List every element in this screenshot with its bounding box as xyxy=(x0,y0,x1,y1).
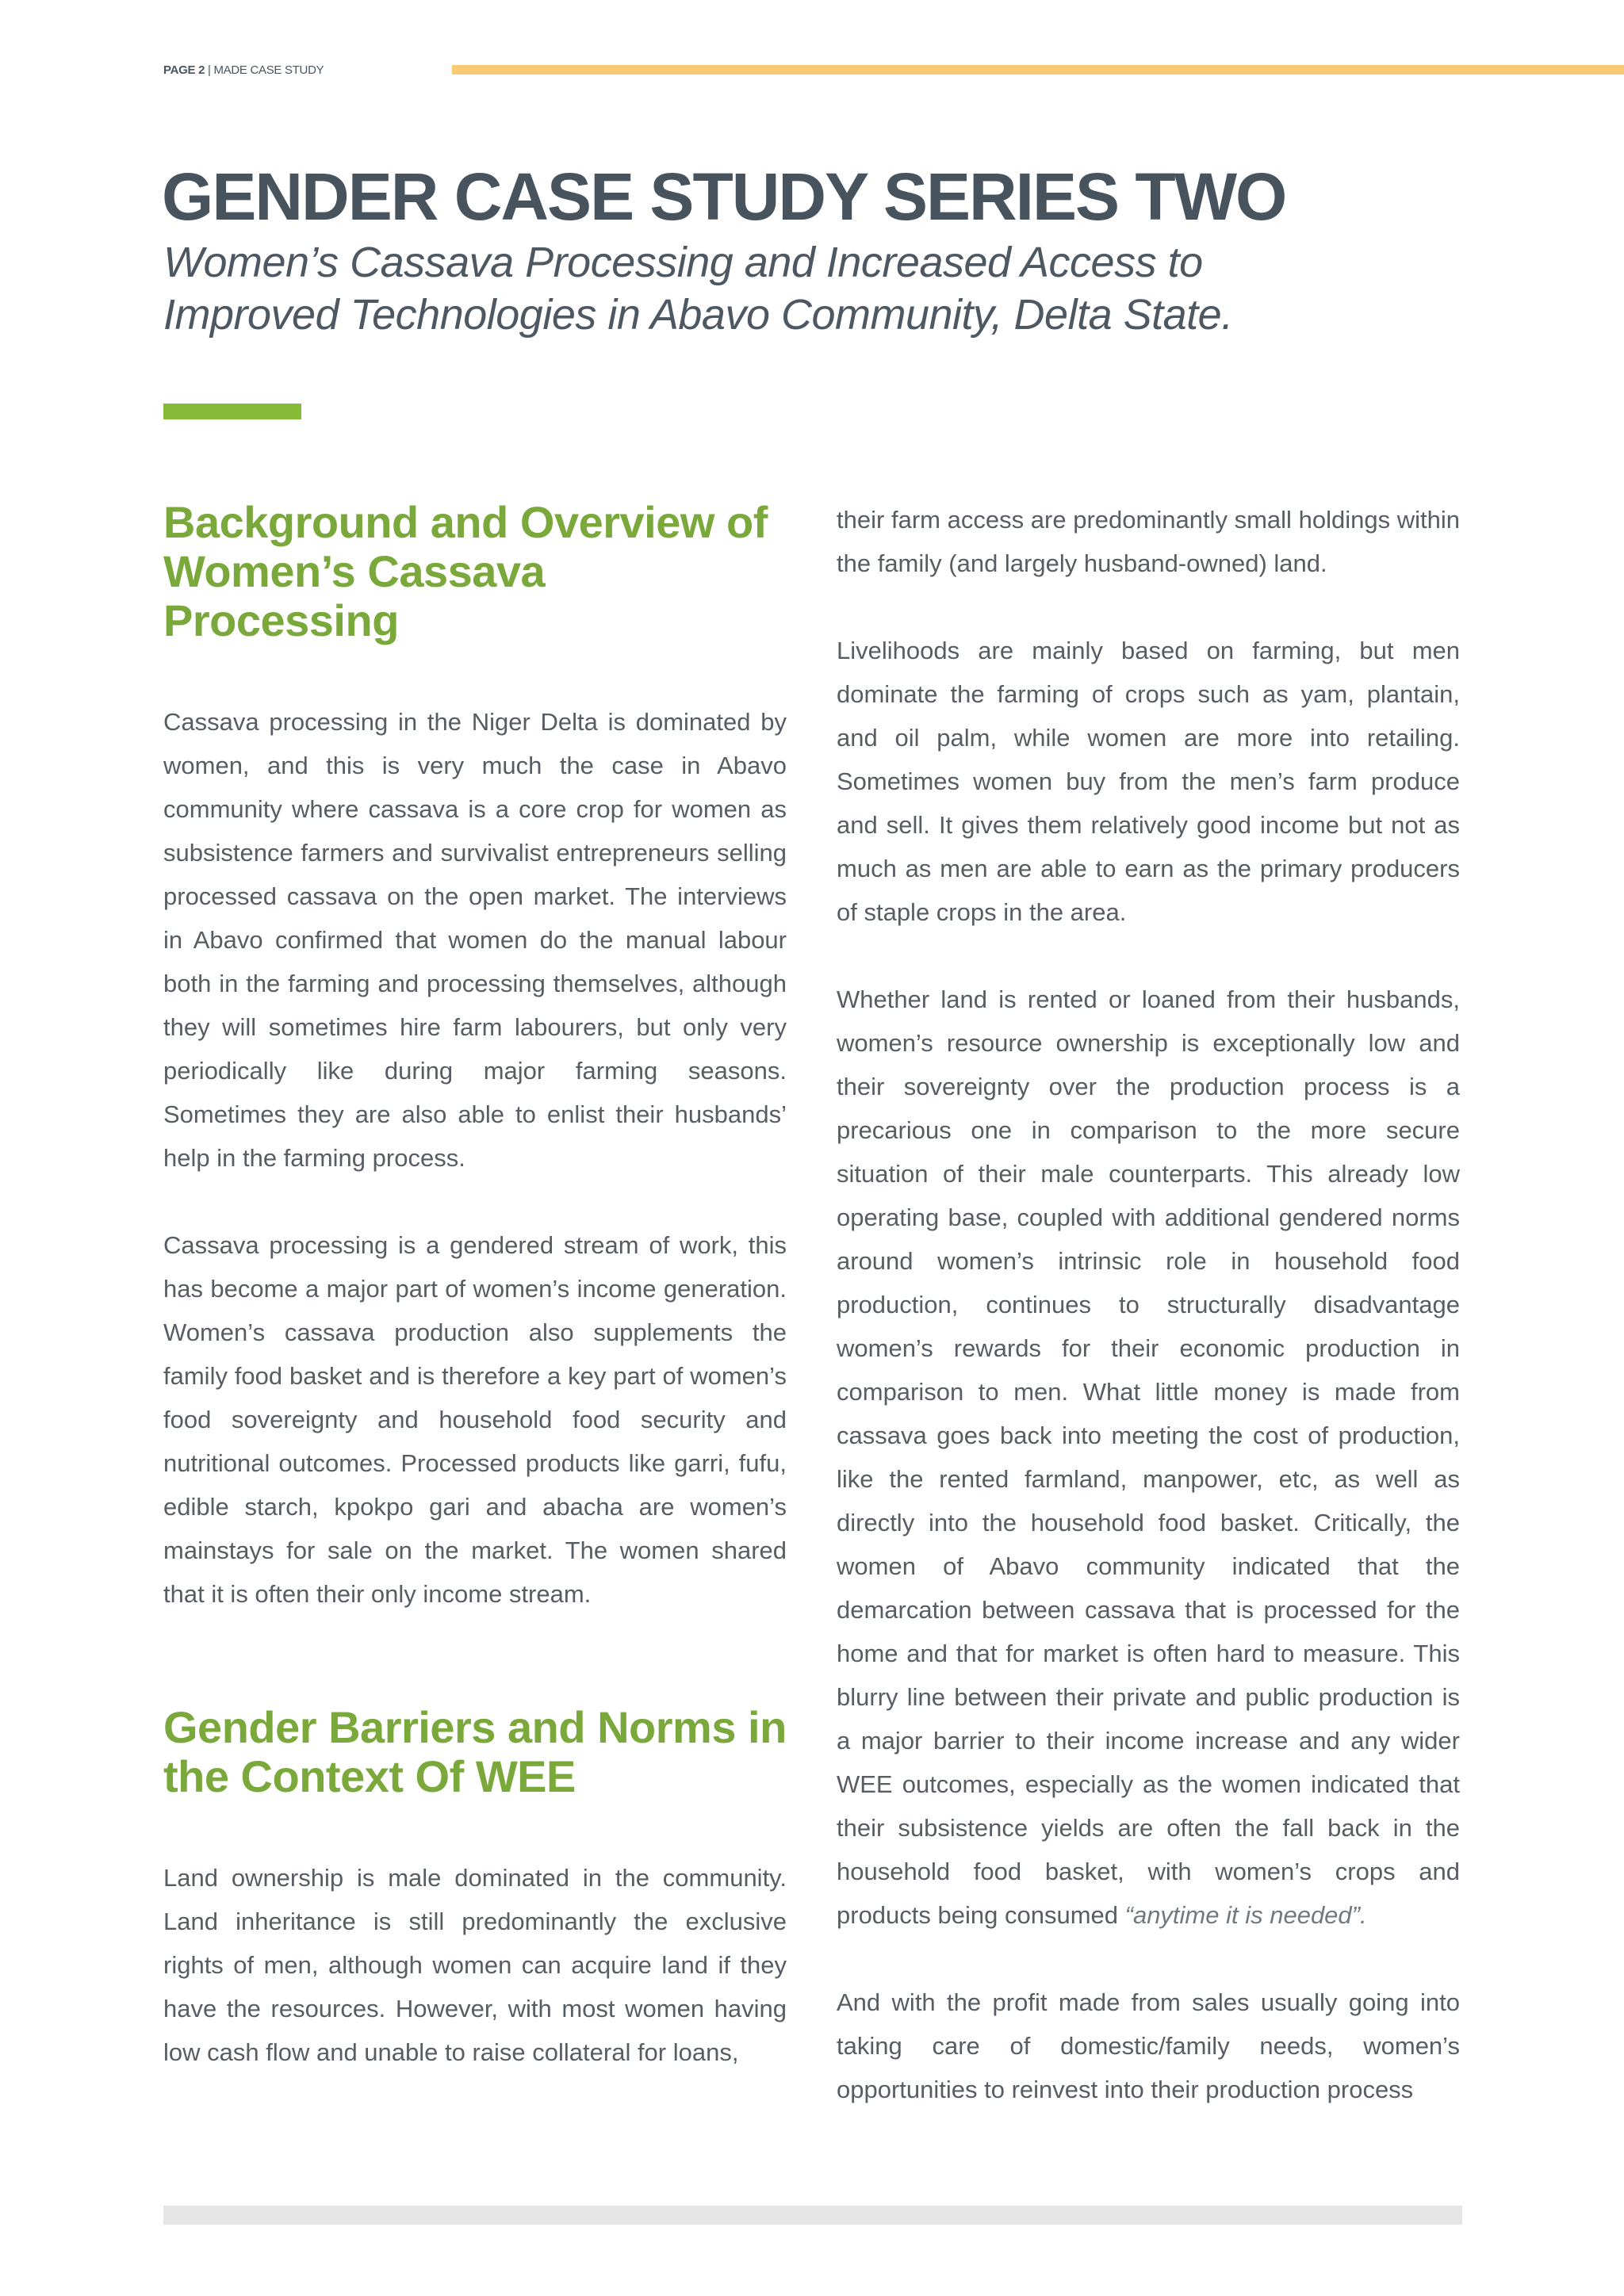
page-number: PAGE 2 xyxy=(163,63,205,77)
page-title: GENDER CASE STUDY SERIES TWO xyxy=(162,159,1286,234)
paragraph-text: Whether land is rented or loaned from their husbands, women’s resource ownership is exceptionally low and their sovereignty over the production process is a precarious one in comparison to the more secure situation of their male counterparts. This already low operating base, coupled with additional gendered norms around women’s intrinsic role in household food production, continues to structurally disadvantage women’s rewards for their economic production in comparison to men. What little money is made from cassava goes back into meeting the cost of production, like the rented farmland, manpower, etc, as well as directly into the household food basket. Critically, the women of Abavo community indicated that the demarcation between cassava that is processed for the home and that for market is often hard to measure. This blurry line between their private and public production is a major barrier to their income increase and any wider WEE outcomes, especially as the women indicated that their subsistence yields are often the fall back in the household food basket, with women’s crops and products being consumed xyxy=(837,985,1460,1929)
paragraph: Cassava processing is a gendered stream of work, this has become a major part of women’s income generation. Women’s cassava production also supplements the family food basket and is therefore a key part of women’s food sovereignty and household food security and nutritional outcomes. Processed products like garri, fufu, edible starch, kpokpo gari and abacha are women’s mainstays for sale on the market. The women shared that it is often their only income stream. xyxy=(163,1231,787,1608)
footer-rule xyxy=(163,2206,1462,2225)
paragraph: And with the profit made from sales usually going into taking care of domestic/family needs, women’s opportunities to reinvest into their production process xyxy=(837,1988,1460,2103)
right-column xyxy=(837,498,1460,2111)
series-label: MADE CASE STUDY xyxy=(213,63,324,77)
left-column xyxy=(163,498,787,2074)
header-separator: | xyxy=(205,63,214,77)
page-subtitle xyxy=(163,236,1511,341)
subtitle-line-1: Women’s Cassava Processing and Increased Access to xyxy=(163,239,1203,286)
paragraph: Land ownership is male dominated in the community. Land inheritance is still predominantly the exclusive rights of men, although women can acquire land if they have the resources. However, with most women having low cash flow and unable to raise collateral for loans, xyxy=(163,1864,787,2066)
paragraph: their farm access are predominantly small holdings within the family (and largely husband-owned) land. xyxy=(837,506,1460,577)
section-heading-background: Background and Overview of Women’s Cassava Processing xyxy=(163,497,768,645)
paragraph xyxy=(837,978,1460,1937)
quote: “anytime it is needed”. xyxy=(1124,1901,1367,1929)
section-heading-gender-barriers: Gender Barriers and Norms in the Context Of WEE xyxy=(163,1702,787,1801)
accent-bar xyxy=(163,404,301,419)
header-rule xyxy=(452,65,1624,75)
page-header-label xyxy=(163,63,324,77)
paragraph: Livelihoods are mainly based on farming, but men dominate the farming of crops such as yam, plantain, and oil palm, while women are more into retailing. Sometimes women buy from the men’s farm produce and sell. It gives them relatively good income but not as much as men are able to earn as the primary producers of staple crops in the area. xyxy=(837,637,1460,926)
paragraph: Cassava processing in the Niger Delta is dominated by women, and this is very much the case in Abavo community where cassava is a core crop for women as subsistence farmers and survivalist entrepreneurs selling processed cassava on the open market. The interviews in Abavo confirmed that women do the manual labour both in the farming and processing themselves, although they will sometimes hire farm labourers, but only very periodically like during major farming seasons. Sometimes they are also able to enlist their husbands’ help in the farming process. xyxy=(163,708,787,1172)
subtitle-line-2: Improved Technologies in Abavo Community, Delta State. xyxy=(163,291,1233,339)
